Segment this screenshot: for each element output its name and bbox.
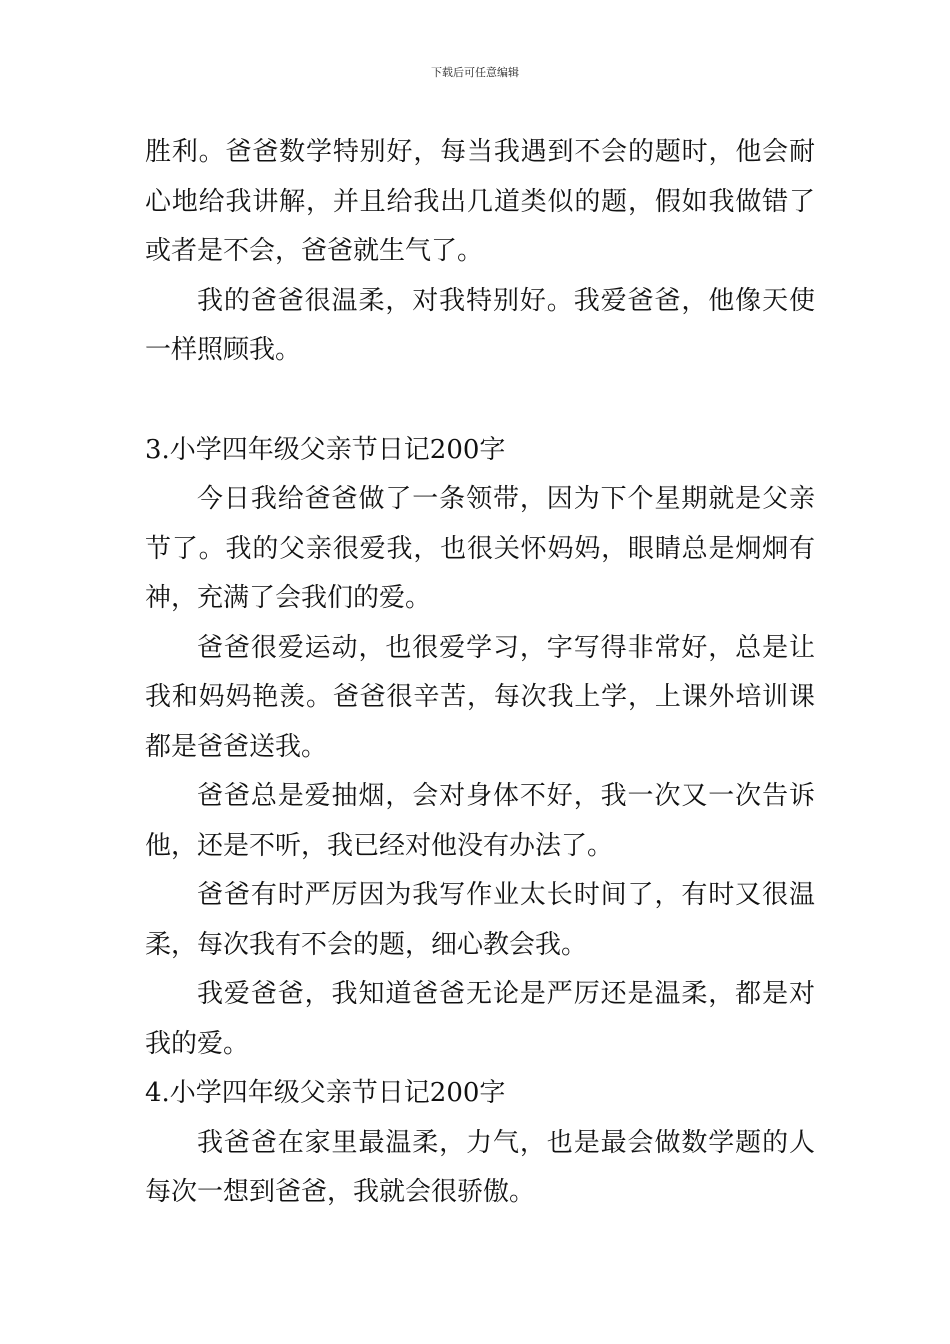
section-spacer [145,376,815,426]
paragraph: 胜利。爸爸数学特别好，每当我遇到不会的题时，他会耐心地给我讲解，并且给我出几道类似的题，假如我做错了或者是不会，爸爸就生气了。 [145,137,815,266]
document-body [145,128,815,1218]
paragraph: 爸爸很爱运动，也很爱学习，字写得非常好，总是让我和妈妈艳羡。爸爸很辛苦，每次我上学，上课外培训课都是爸爸送我。 [145,632,815,762]
paragraph: 我爸爸在家里最温柔，力气，也是最会做数学题的人每次一想到爸爸，我就会很骄傲。 [145,1127,815,1207]
section-title: 4.小学四年级父亲节日记200字 [145,1078,506,1108]
paragraph: 我的爸爸很温柔，对我特别好。我爱爸爸，他像天使一样照顾我。 [145,285,815,365]
section-title: 3.小学四年级父亲节日记200字 [145,434,506,465]
paragraph: 我爱爸爸，我知道爸爸无论是严厉还是温柔，都是对我的爱。 [145,979,815,1059]
paragraph: 今日我给爸爸做了一条领带，因为下个星期就是父亲节了。我的父亲很爱我，也很关怀妈妈，眼睛总是炯炯有神，充满了会我们的爱。 [145,484,815,613]
paragraph: 爸爸总是爱抽烟，会对身体不好，我一次又一次告诉他，还是不听，我已经对他没有办法了。 [145,781,815,861]
paragraph: 爸爸有时严厉因为我写作业太长时间了，有时又很温柔，每次我有不会的题，细心教会我。 [145,880,815,960]
page-header: 下载后可任意编辑 [431,66,519,79]
